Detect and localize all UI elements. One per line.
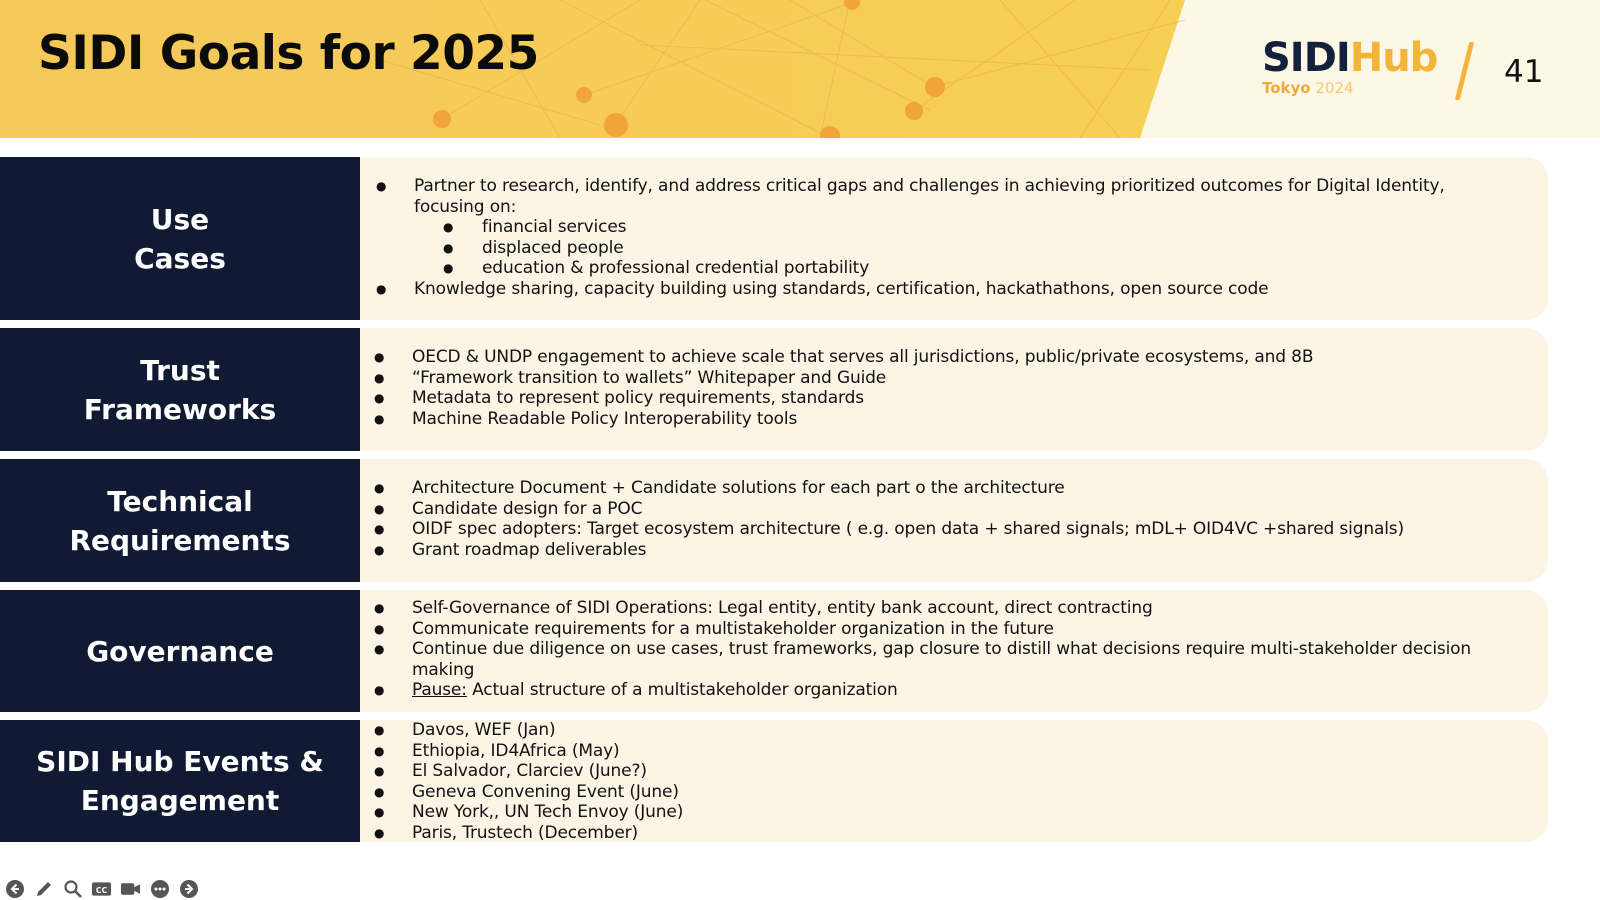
next-slide-icon[interactable] (178, 879, 199, 900)
row-trust-frameworks (0, 328, 1548, 451)
bullet-list (412, 347, 1532, 429)
page-number: 41 (1504, 54, 1544, 90)
row-content-trust-frameworks (360, 328, 1548, 451)
bullet-list (414, 279, 1514, 300)
row-content-technical-requirements (360, 459, 1548, 582)
zoom-icon[interactable] (62, 879, 83, 900)
svg-text:CC: CC (95, 885, 108, 895)
list-item: ● OIDF spec adopters: Target ecosystem architecture ( e.g. open data + shared signals; mDL+ OID4VC +shared signals) (412, 519, 1532, 540)
row-events-engagement (0, 720, 1548, 842)
list-item: ● Communicate requirements for a multistakeholder organization in the future (412, 619, 1512, 640)
list-item: ● displaced people (482, 238, 1382, 259)
presentation-toolbar (4, 878, 199, 900)
pause-text: Actual structure of a multistakeholder organization (466, 680, 898, 700)
camera-icon[interactable] (120, 879, 141, 900)
list-item: ● Machine Readable Policy Interoperability tools (412, 409, 1532, 430)
list-item: ● Candidate design for a POC (412, 499, 1532, 520)
list-item: ● Geneva Convening Event (June) (412, 782, 1312, 803)
previous-slide-icon[interactable] (4, 879, 25, 900)
list-item: ● Architecture Document + Candidate solutions for each part o the architecture (412, 478, 1532, 499)
row-label-technical-requirements: Technical Requirements (0, 459, 360, 582)
bullet-list (412, 598, 1512, 701)
list-item: ● Davos, WEF (Jan) (412, 720, 1312, 741)
slide-header (0, 0, 1600, 138)
list-item: ● El Salvador, Clarciev (June?) (412, 761, 1312, 782)
sub-bullet-list (482, 217, 1382, 279)
list-item: ● Metadata to represent policy requirements, standards (412, 388, 1532, 409)
list-item: ● education & professional credential portability (482, 258, 1382, 279)
sidi-hub-logo: SIDIHub Tokyo 2024 (1262, 35, 1438, 97)
row-content-use-cases (360, 157, 1548, 320)
row-content-events-engagement (360, 720, 1548, 842)
row-governance (0, 590, 1548, 712)
row-technical-requirements (0, 459, 1548, 582)
more-icon[interactable] (149, 879, 170, 900)
bullet-list (414, 176, 1514, 217)
list-item: ● OECD & UNDP engagement to achieve scale that serves all jurisdictions, public/private ecosystems, and 8B (412, 347, 1532, 368)
list-item: ● “Framework transition to wallets” Whitepaper and Guide (412, 368, 1532, 389)
list-item: ● New York,, UN Tech Envoy (June) (412, 802, 1312, 823)
bullet-list (412, 478, 1532, 560)
bullet-list (412, 720, 1312, 843)
pause-label: Pause: (412, 680, 467, 700)
row-label-events-engagement: SIDI Hub Events & Engagement (0, 720, 360, 842)
row-label-trust-frameworks: Trust Frameworks (0, 328, 360, 451)
list-item: ● financial services (482, 217, 1382, 238)
list-item-pause (412, 680, 1512, 701)
captions-icon[interactable] (91, 879, 112, 900)
list-item: ● Ethiopia, ID4Africa (May) (412, 741, 1312, 762)
list-item: ● Self-Governance of SIDI Operations: Legal entity, entity bank account, direct contracting (412, 598, 1512, 619)
pen-icon[interactable] (33, 879, 54, 900)
row-content-governance (360, 590, 1548, 712)
list-item: ● Paris, Trustech (December) (412, 823, 1312, 844)
list-item: ● Continue due diligence on use cases, trust frameworks, gap closure to distill what decisions require multi-stakeholder decision making (412, 639, 1512, 680)
row-label-use-cases: Use Cases (0, 157, 360, 320)
list-item: ● Partner to research, identify, and address critical gaps and challenges in achieving prioritized outcomes for Digital Identity, focusing on: (414, 176, 1514, 217)
row-label-governance: Governance (0, 590, 360, 712)
row-use-cases (0, 157, 1548, 320)
slide-title: SIDI Goals for 2025 (38, 26, 539, 81)
list-item: ● Knowledge sharing, capacity building using standards, certification, hackathathons, open source code (414, 279, 1514, 300)
list-item: ● Grant roadmap deliverables (412, 540, 1532, 561)
